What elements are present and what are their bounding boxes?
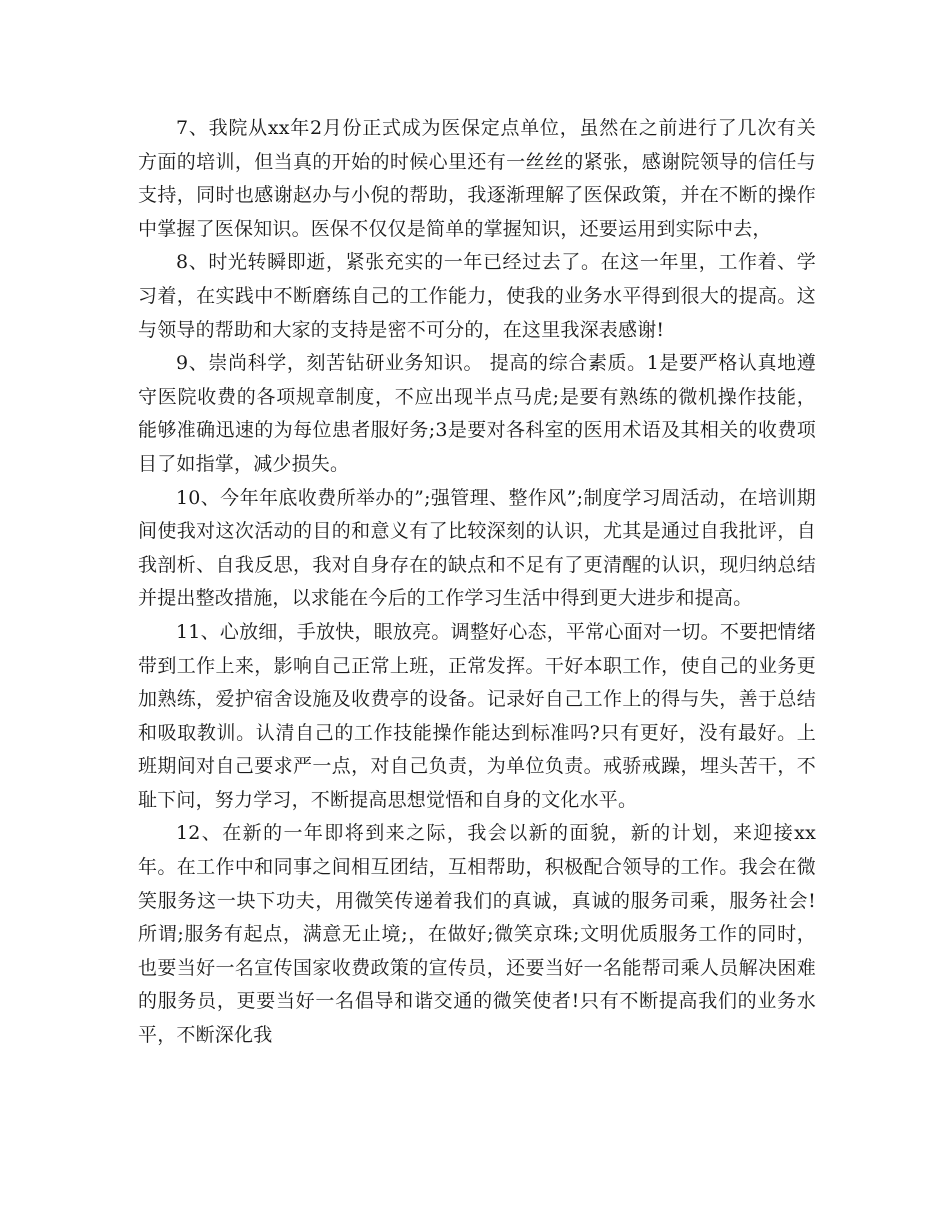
paragraph-9: 9、崇尚科学，刻苦钻研业务知识。 提高的综合素质。1是要严格认真地遵守医院收费的各项规章制度，不应出现半点马虎;是要有熟练的微机操作技能，能够准确迅速的为每位患者服好务;3是要对各科室的医用术语及其相关的收费项目了如指掌，减少损失。 (138, 352, 816, 475)
paragraph-8: 8、时光转瞬即逝，紧张充实的一年已经过去了。在这一年里，工作着、学习着，在实践中不断磨练自己的工作能力，使我的业务水平得到很大的提高。这与领导的帮助和大家的支持是密不可分的，在这里我深表感谢! (138, 251, 816, 341)
paragraph-12: 12、在新的一年即将到来之际，我会以新的面貌，新的计划，来迎接xx年。在工作中和同事之间相互团结，互相帮助，积极配合领导的工作。我会在微笑服务这一块下功夫，用微笑传递着我们的真诚，真诚的服务司乘，服务社会!所谓;服务有起点，满意无止境;，在做好;微笑京珠;文明优质服务工作的同时，也要当好一名宣传国家收费政策的宣传员，还要当好一名能帮司乘人员解决困难的服务员，更要当好一名倡导和谐交通的微笑使者!只有不断提高我们的业务水平，不断深化我 (138, 822, 816, 1047)
paragraph-10: 10、今年年底收费所举办的”;强管理、整作风”;制度学习周活动，在培训期间使我对这次活动的目的和意义有了比较深刻的认识，尤其是通过自我批评，自我剖析、自我反思，我对自身存在的缺点和不足有了更清醒的认识，现归纳总结并提出整改措施，以求能在今后的工作学习生活中得到更大进步和提高。 (138, 486, 816, 610)
paragraph-11: 11、心放细，手放快，眼放亮。调整好心态，平常心面对一切。不要把情绪带到工作上来，影响自己正常上班，正常发挥。干好本职工作，使自己的业务更加熟练，爱护宿舍设施及收费亭的设备。记录好自己工作上的得与失，善于总结和吸取教训。认清自己的工作技能操作能达到标准吗?只有更好，没有最好。上班期间对自己要求严一点，对自己负责，为单位负责。戒骄戒躁，埋头苦干，不耻下问，努力学习，不断提高思想觉悟和自身的文化水平。 (138, 620, 816, 811)
document-body (138, 112, 816, 1053)
paragraph-7: 7、我院从xx年2月份正式成为医保定点单位，虽然在之前进行了几次有关方面的培训，但当真的开始的时候心里还有一丝丝的紧张，感谢院领导的信任与支持，同时也感谢赵办与小倪的帮助，我逐渐理解了医保政策，并在不断的操作中掌握了医保知识。医保不仅仅是简单的掌握知识，还要运用到实际中去， (138, 117, 816, 240)
